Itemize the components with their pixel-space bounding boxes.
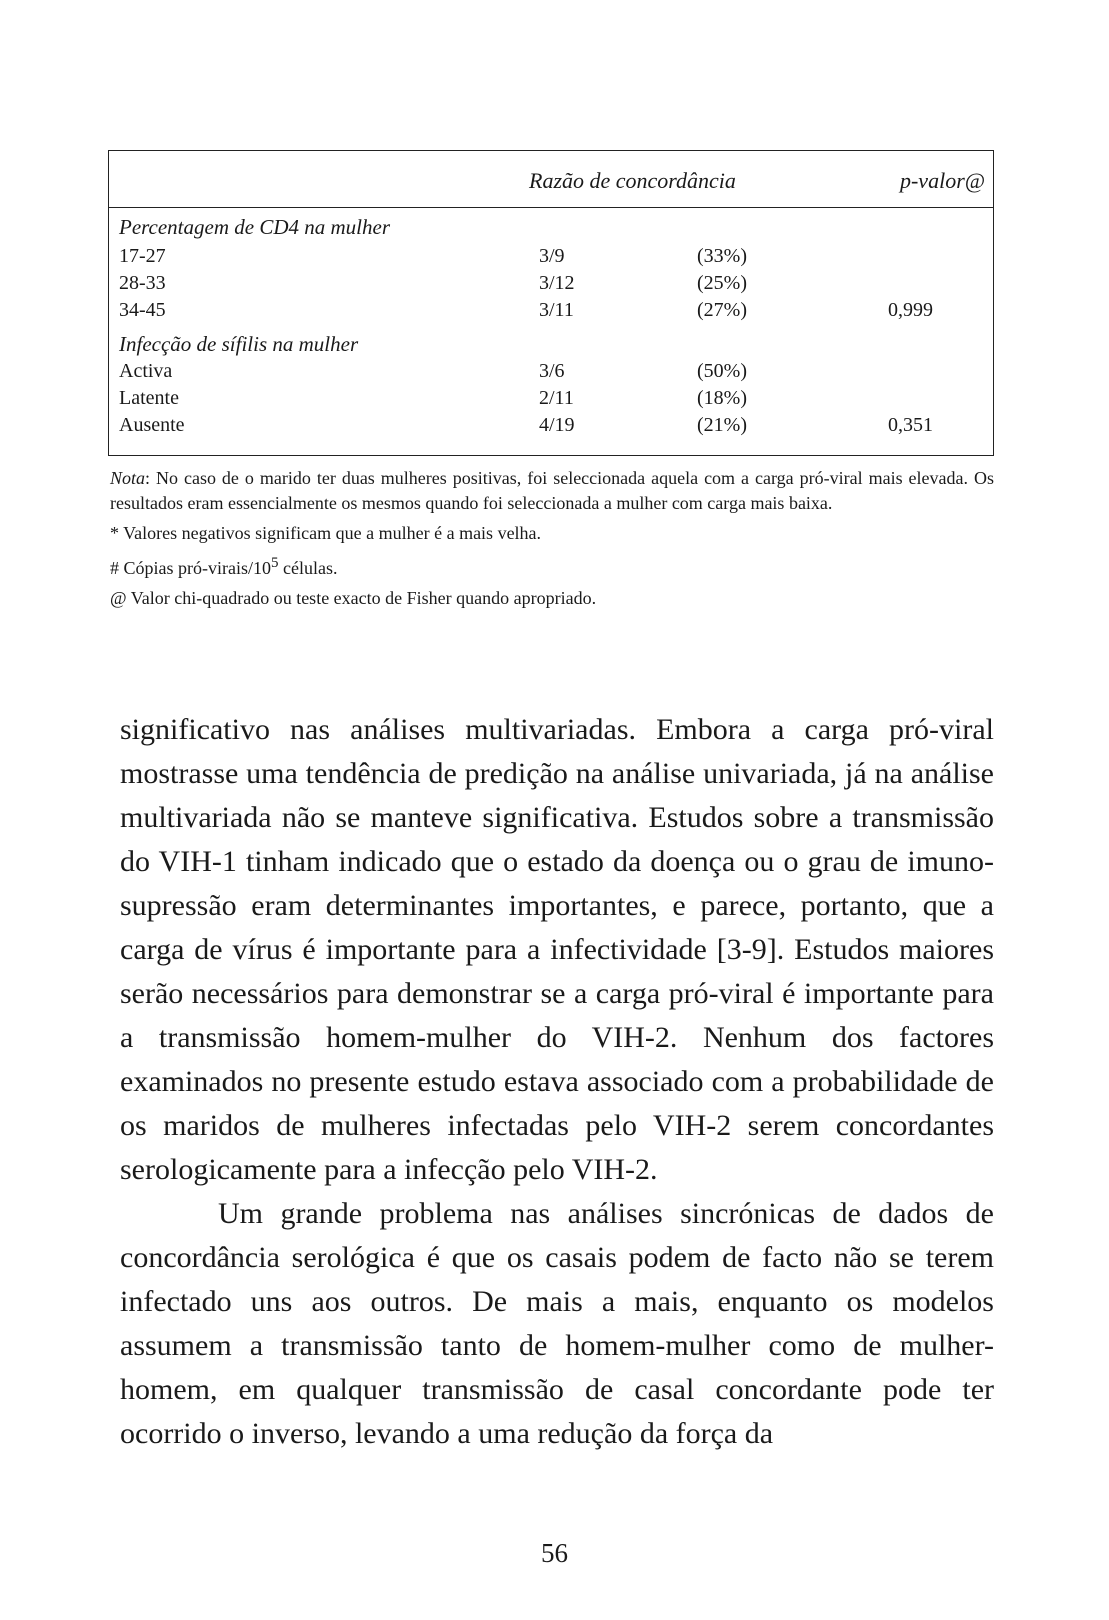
header-p-value: p-valor@ bbox=[899, 168, 985, 193]
body-paragraph-1: significativo nas análises multivariadas. Embora a carga pró-viral mostrasse uma tendência de predição na análise univariada, já na análise multivariada não se manteve significativa. Estudos sobre a transmissão do VIH-1 tinham indicado que o estado da doença ou o grau de imuno-supressão eram determinantes importantes, e parece, portanto, que a carga de vírus é importante para a infectividade [3-9]. Estudos maiores serão necessários para demonstrar se a carga pró-viral é importante para a transmissão homem-mulher do VIH-2. Nenhum dos factores examinados no presente estudo estava associado com a probabilidade de os maridos de mulheres infectadas pelo VIH-2 serem concordantes serologicamente para a infecção pelo VIH-2. bbox=[120, 713, 994, 1186]
row-percent: (18%) bbox=[697, 387, 747, 409]
table-header-row bbox=[109, 151, 993, 208]
body-text bbox=[120, 708, 994, 1456]
row-label: Activa bbox=[119, 360, 173, 382]
body-paragraph-2: Um grande problema nas análises sincrónicas de dados de concordância serológica é que os casais podem de facto não se terem infectado uns aos outros. De mais a mais, enquanto os modelos assumem a transmissão tanto de homem-mulher como de mulher-homem, em qualquer transmissão de casal concordante pode ter ocorrido o inverso, levando a uma redução da força da bbox=[120, 1197, 994, 1450]
row-percent: (25%) bbox=[697, 272, 747, 294]
row-label: Ausente bbox=[119, 414, 185, 436]
table-notes bbox=[110, 466, 994, 611]
row-ratio: 2/11 bbox=[539, 387, 574, 409]
row-ratio: 3/6 bbox=[539, 360, 565, 382]
row-label: Latente bbox=[119, 387, 179, 409]
row-ratio: 4/19 bbox=[539, 414, 575, 436]
page-number: 56 bbox=[541, 1538, 568, 1568]
note-hash bbox=[110, 551, 994, 581]
note-paragraph bbox=[110, 466, 994, 516]
row-ratio: 3/9 bbox=[539, 245, 565, 267]
row-percent: (27%) bbox=[697, 299, 747, 321]
note-hash-text: # Cópias pró-virais/10 bbox=[110, 558, 271, 578]
note-at: @ Valor chi-quadrado ou teste exacto de Fisher quando apropriado. bbox=[110, 588, 597, 608]
results-table bbox=[108, 150, 994, 456]
row-percent: (50%) bbox=[697, 360, 747, 382]
section-title-syphilis: Infecção de sífilis na mulher bbox=[119, 332, 359, 356]
row-label: 28-33 bbox=[119, 272, 166, 294]
row-ratio: 3/11 bbox=[539, 299, 574, 321]
section-title-cd4: Percentagem de CD4 na mulher bbox=[119, 215, 390, 239]
row-percent: (33%) bbox=[697, 245, 747, 267]
note-asterisk: * Valores negativos significam que a mulher é a mais velha. bbox=[110, 523, 542, 543]
row-label: 17-27 bbox=[119, 245, 166, 267]
row-label: 34-45 bbox=[119, 299, 166, 321]
row-p-value: 0,999 bbox=[888, 299, 933, 321]
note-hash-exponent: 5 bbox=[270, 555, 279, 571]
note-hash-suffix: células. bbox=[278, 558, 338, 578]
note-text: : No caso de o marido ter duas mulheres positivas, foi seleccionada aquela com a carga pró-viral mais elevada. Os resultados eram essencialmente os mesmos quando foi seleccionada a mulher com carga mais baixa. bbox=[110, 468, 994, 513]
row-ratio: 3/12 bbox=[539, 272, 575, 294]
row-p-value: 0,351 bbox=[888, 414, 933, 436]
note-label: Nota bbox=[110, 468, 146, 488]
row-percent: (21%) bbox=[697, 414, 747, 436]
header-concordance-ratio: Razão de concordância bbox=[529, 168, 736, 193]
